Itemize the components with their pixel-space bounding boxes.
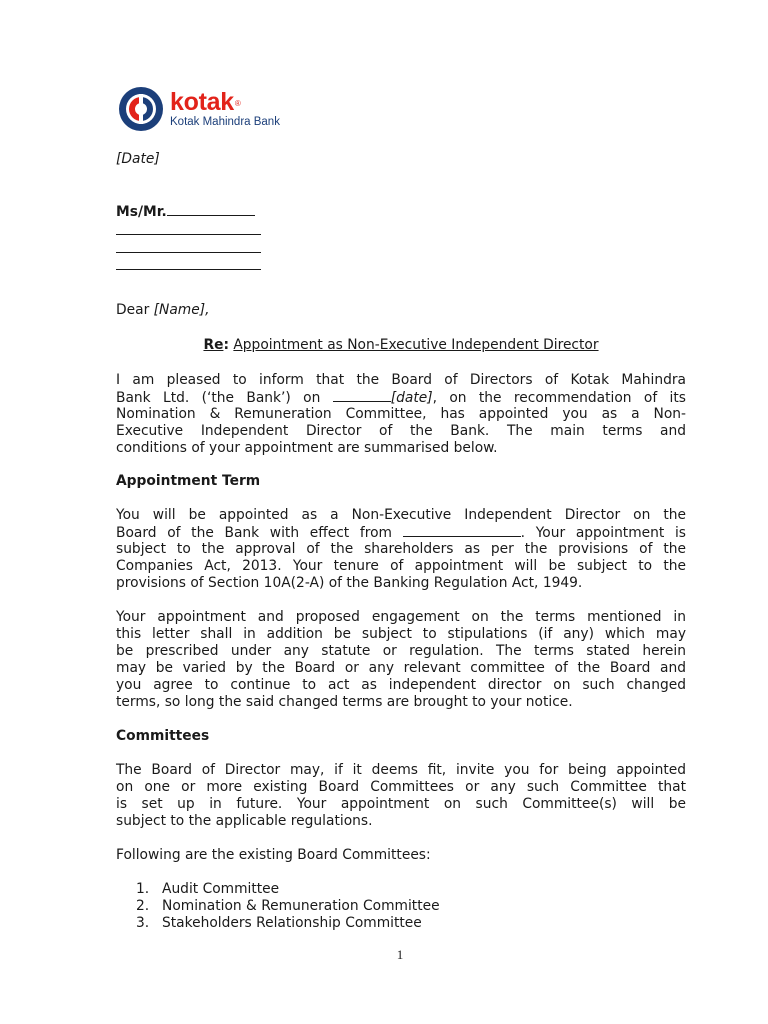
logo-subtitle: Kotak Mahindra Bank (170, 115, 280, 128)
greeting: Dear [Name], (116, 302, 210, 318)
addressee-line: Ms/Mr. (116, 203, 255, 221)
appointment-term-paragraph-1: You will be appointed as a Non-Executive Independent Director on the Board of the Bank with effect from . Your appointment is subject to the approval of the shareholders as per the provisions of the Companies Act, 2013. Your tenure of appointment will be subject to the provisions of Section 10A(2-A) of the Banking Regulation Act, 1949. (116, 507, 686, 591)
logo-wordmark: kotak® (170, 87, 241, 116)
page-number: 1 (396, 947, 404, 962)
committees-list (136, 881, 440, 932)
appointment-term-paragraph-2: Your appointment and proposed engagement on the terms mentioned in this letter shall in addition be subject to stipulations (if any) which may be prescribed under any statute or regulation. The terms stated herein may be varied by the Board or any relevant committee of the Board and you agree to continue to act as independent director on such changed terms, so long the said changed terms are brought to your notice. (116, 609, 686, 710)
heading-committees: Committees (116, 728, 210, 744)
address-line-1 (116, 234, 261, 235)
list-item: 2. Nomination & Remuneration Committee (136, 898, 440, 914)
committees-list-intro: Following are the existing Board Committees: (116, 847, 431, 863)
date-placeholder: [Date] (116, 151, 160, 167)
list-item: 3. Stakeholders Relationship Committee (136, 915, 422, 931)
kotak-emblem-icon (118, 86, 164, 132)
subject-line: Re: Appointment as Non-Executive Independent Director (203, 337, 599, 353)
list-item: 1. Audit Committee (136, 881, 280, 897)
address-line-3 (116, 269, 261, 270)
committees-paragraph: The Board of Director may, if it deems fit, invite you for being appointed on one or more existing Board Committees or any such Committee that is set up in future. Your appointment on such Committee(s) will be subject to the applicable regulations. (116, 762, 686, 829)
kotak-logo (118, 86, 280, 132)
heading-appointment-term: Appointment Term (116, 473, 261, 489)
intro-paragraph: I am pleased to inform that the Board of Directors of Kotak Mahindra Bank Ltd. (‘the Bank’) on [date], on the recommendation of its Nomination & Remuneration Committee, has appointed you as a Non- Executive Independent Director of the Bank. The main terms and conditions of your appointment are summarised below. (116, 372, 686, 456)
address-line-2 (116, 252, 261, 253)
